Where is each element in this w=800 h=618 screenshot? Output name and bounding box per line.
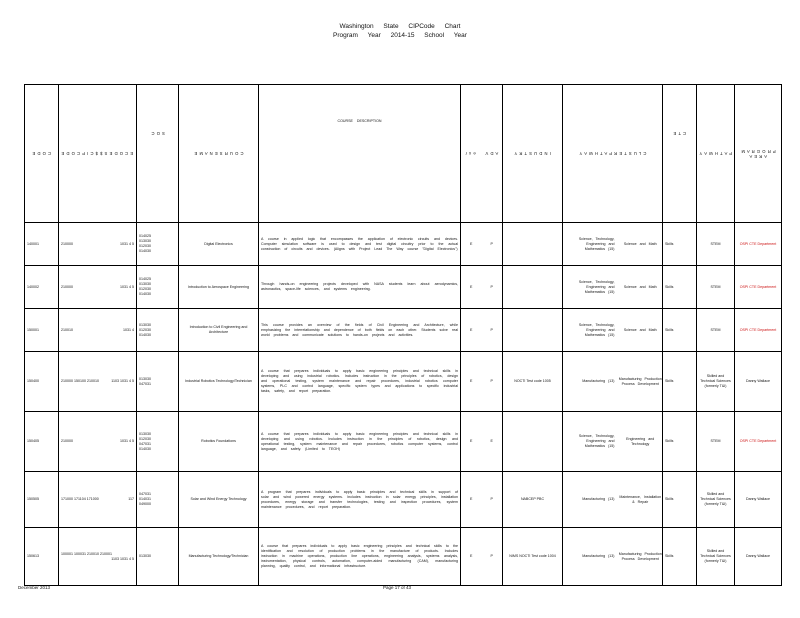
cte-cell: Skills	[663, 412, 697, 472]
cluster-pathway-cell	[563, 352, 663, 412]
cluster-pathway-cell	[563, 472, 663, 528]
table-row	[25, 352, 782, 412]
program-cell: Skilled and Technical Sciences (formerly T&I)	[697, 528, 735, 586]
adv-flag: P	[490, 497, 493, 501]
course-name-cell: Solar and Wind Energy Technology	[179, 472, 259, 528]
soc-cell: 014025 013030 012030 014030	[137, 223, 179, 266]
industry-cell	[503, 223, 563, 266]
description-cell: A course that prepares individuals to apply basic engineering principles and technical skills in developing and using robotics. Includes instruction in the principles of robotics, design and operational testing, system maintenance and repair procedures, robotics computer systems, control language, and safety. (Limited to TEOH)	[259, 412, 461, 472]
cip-code: 210000	[61, 241, 73, 246]
cip-numbers: 117	[128, 497, 134, 501]
industry-cell	[503, 412, 563, 472]
ext-adv-cell	[461, 309, 503, 352]
table-row	[25, 223, 782, 266]
adv-flag: P	[490, 379, 493, 383]
header-course-name: C O U R S E N A M E	[179, 85, 259, 223]
ext-adv-cell	[461, 352, 503, 412]
cip-code: 100001 100031 210010 210001	[61, 551, 112, 556]
career-cluster: Manufacturing (13)	[582, 554, 615, 558]
table-row	[25, 266, 782, 309]
header-course-description: COURSE DESCRIPTION	[259, 85, 461, 223]
area-cell: OSPI CTE Department	[735, 223, 782, 266]
header-pathway: P A T H W A Y	[697, 85, 735, 223]
cip-cell	[59, 309, 137, 352]
area-cell: OSPI CTE Department	[735, 309, 782, 352]
course-name-cell: Digital Electronics	[179, 223, 259, 266]
area-cell: OSPI CTE Department	[735, 412, 782, 472]
program-cell: STEM	[697, 266, 735, 309]
table-row	[25, 472, 782, 528]
cluster-pathway-cell	[563, 266, 663, 309]
course-name-cell: Manufacturing Technology/Technician	[179, 528, 259, 586]
cip-cell	[59, 472, 137, 528]
table-row	[25, 528, 782, 586]
table-row	[25, 309, 782, 352]
cip-code: 210000	[61, 439, 73, 443]
header-soc: S O C	[137, 85, 179, 223]
adv-flag: P	[490, 554, 493, 558]
area-cell: Danny Wallace	[735, 352, 782, 412]
header-industry: I N D U S T R Y	[503, 85, 563, 223]
program-cell: STEM	[697, 223, 735, 266]
soc-cell: 014025 013030 012030 014030	[137, 266, 179, 309]
course-name-cell: Introduction to Civil Engineering and Architecture	[179, 309, 259, 352]
career-pathway: Science and Math	[623, 327, 657, 332]
ext-flag: E	[470, 379, 473, 383]
cte-cell: Skills	[663, 472, 697, 528]
code-cell: 150001	[25, 309, 59, 352]
cte-cell: Skills	[663, 309, 697, 352]
ext-adv-cell	[461, 528, 503, 586]
cip-code: 210000	[61, 284, 73, 289]
code-cell: 150505	[25, 472, 59, 528]
header-program-area: P R O G R A M A R E A	[735, 85, 782, 223]
cip-cell	[59, 223, 137, 266]
career-pathway: Engineering and Technology	[626, 436, 655, 446]
table-row	[25, 412, 782, 472]
industry-cell	[503, 266, 563, 309]
adv-flag: E	[490, 439, 493, 443]
ext-flag: E	[470, 497, 473, 501]
soc-cell: 013030 012030 047031 014030	[137, 412, 179, 472]
header-row	[25, 85, 782, 223]
code-cell: 150613	[25, 528, 59, 586]
course-name-cell: Introduction to Aerospace Engineering	[179, 266, 259, 309]
description-cell: A course that prepares individuals to apply basic engineering principles and technical skills in developing and using industrial robotics. Includes instruction in the principles of robotics, design and operational testing, system maintenance and repair procedures, industrial robotics computer systems, PLC and control language, specific system types and applications to specific industrial tasks, safety, and report preparation.	[259, 352, 461, 412]
industry-cell	[503, 309, 563, 352]
cip-numbers: 1031 4 5	[120, 241, 134, 246]
title-line-1: Washington State CIPCode Chart	[339, 23, 461, 30]
career-cluster: Manufacturing (13)	[582, 379, 615, 383]
ext-adv-cell	[461, 472, 503, 528]
adv-flag: P	[490, 284, 493, 289]
cte-cell: Skills	[663, 223, 697, 266]
career-pathway: Manufacturing Production Process Development	[618, 551, 662, 561]
ext-adv-cell	[461, 412, 503, 472]
soc-cell: 013030 047031	[137, 352, 179, 412]
cip-cell	[59, 352, 137, 412]
course-name-cell: Industrial Robotics Technology/Technician	[179, 352, 259, 412]
header-cip: E C O D E S $ $ C I P C O D E	[59, 85, 137, 223]
ext-adv-cell	[461, 266, 503, 309]
ext-flag: E	[470, 327, 473, 332]
description-cell: A program that prepares individuals to apply basic principles and technical skills in support of solar and wind powered energy systems. Includes instruction in solar energy principles, installation procedures, energy storage and transfer technologies, testing and inspection procedures, system maintenance procedures, and report preparation.	[259, 472, 461, 528]
header-ext-adv: e x r A D V	[461, 85, 503, 223]
description-cell: A course in applied logic that encompasses the application of electronic circuits and devices. Computer simulation software is used to design and test digital circuitry prior to the actual construction of circuits and devices. (Aligns with Project Lead The Way course "Digital Electronics")	[259, 223, 461, 266]
footer-date: December 2013	[18, 585, 51, 590]
program-cell: STEM	[697, 309, 735, 352]
header-cte: C T E	[663, 85, 697, 223]
cip-numbers: 1103 1031 4 5	[111, 556, 134, 561]
description-cell: This course provides an overview of the fields of Civil Engineering and Architecture, while emphasizing the interrelationship and dependence of both fields on each other. Students solve real world problems and communicate solutions to hands-on projects and activities.	[259, 309, 461, 352]
industry-cell: NOCTI Test code 1005	[503, 352, 563, 412]
area-cell: Danny Wallace	[735, 472, 782, 528]
code-cell: 140001	[25, 223, 59, 266]
soc-cell: 047031 014031 049000	[137, 472, 179, 528]
ext-adv-cell	[461, 223, 503, 266]
career-pathway: Maintenance, Installation & Repair	[619, 494, 662, 504]
code-cell: 150400	[25, 352, 59, 412]
career-cluster: Science, Technology, Engineering and Mathematics (15)	[578, 236, 615, 251]
code-cell: 140002	[25, 266, 59, 309]
career-cluster: Manufacturing (13)	[582, 497, 615, 501]
cte-cell: Skills	[663, 528, 697, 586]
cipcode-table	[24, 84, 782, 586]
description-cell: A course that prepares individuals to apply basic engineering principles and technical skills to the identification and resolution of production problems in the manufacture of products. Includes instruction in machine operations, production line operations, engineering analysis, systems analysis, instrumentation, physical controls, automation, computer-aided manufacturing (CAM), manufacturing planning, quality control, and informational infrastructure.	[259, 528, 461, 586]
cip-numbers: 1031 4	[123, 327, 134, 332]
area-cell: OSPI CTE Department	[735, 266, 782, 309]
cip-code: 171000 171104 171000	[61, 497, 99, 501]
soc-cell: 013030 012030 014030	[137, 309, 179, 352]
description-cell: Through hands-on engineering projects developed with NASA students learn about aerodynamics, astronautics, space-life sciences, and systems engineering.	[259, 266, 461, 309]
program-cell: Skilled and Technical Sciences (formerly T&I)	[697, 352, 735, 412]
ext-flag: E	[470, 284, 473, 289]
career-cluster: Science, Technology, Engineering and Mathematics (15)	[578, 434, 615, 448]
course-name-cell: Robotics Foundations	[179, 412, 259, 472]
cluster-pathway-cell	[563, 223, 663, 266]
cip-numbers: 1031 4 5	[120, 284, 134, 289]
cip-cell	[59, 528, 137, 586]
cip-cell	[59, 412, 137, 472]
cip-code: 210010	[61, 327, 73, 332]
career-cluster: Science, Technology, Engineering and Mathematics (15)	[578, 322, 615, 337]
career-pathway: Manufacturing Production Process Development	[618, 376, 662, 386]
cip-code: 210000 150100 210010	[61, 379, 99, 383]
adv-flag: P	[490, 241, 493, 246]
header-cluster: C L U S T E R P A T H W A Y	[563, 85, 663, 223]
industry-cell: NIMS NOCTI Test code 1004	[503, 528, 563, 586]
ext-flag: E	[470, 439, 473, 443]
adv-flag: P	[490, 327, 493, 332]
cte-cell: Skills	[663, 266, 697, 309]
ext-flag: E	[470, 554, 473, 558]
program-cell: Skilled and Technical Sciences (formerly T&I)	[697, 472, 735, 528]
program-cell: STEM	[697, 412, 735, 472]
cluster-pathway-cell	[563, 528, 663, 586]
cluster-pathway-cell	[563, 412, 663, 472]
header-code: C O D E	[25, 85, 59, 223]
document-title	[0, 22, 800, 40]
footer-page-number: Page 17 of 43	[383, 585, 412, 590]
career-cluster: Science, Technology, Engineering and Mathematics (15)	[578, 279, 615, 294]
title-line-2: Program Year 2014-15 School Year	[333, 32, 467, 39]
cluster-pathway-cell	[563, 309, 663, 352]
industry-cell: NABCEP PBC	[503, 472, 563, 528]
career-pathway: Science and Math	[623, 284, 657, 289]
ext-flag: E	[470, 241, 473, 246]
soc-cell: 013030	[137, 528, 179, 586]
cte-cell: Skills	[663, 352, 697, 412]
cip-numbers: 1103 1031 4 5	[111, 379, 134, 383]
cip-numbers: 1031 4 5	[120, 439, 134, 443]
area-cell: Danny Wallace	[735, 528, 782, 586]
cip-cell	[59, 266, 137, 309]
code-cell: 150405	[25, 412, 59, 472]
career-pathway: Science and Math	[623, 241, 657, 246]
